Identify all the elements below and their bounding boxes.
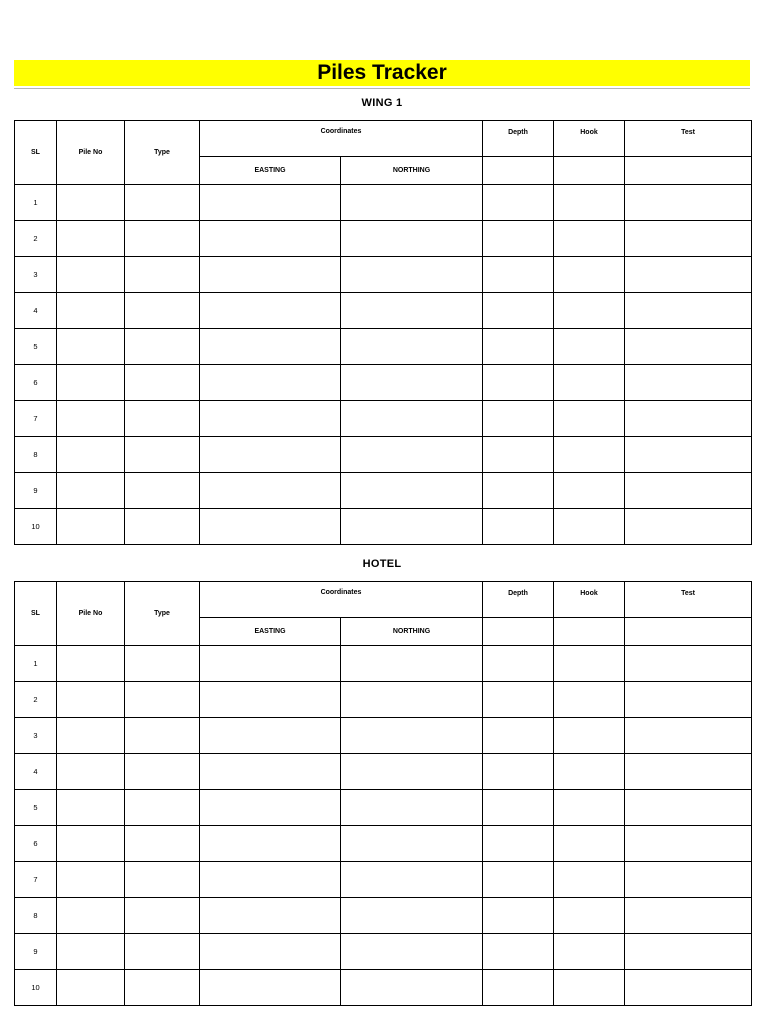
cell-type[interactable] (125, 718, 200, 754)
cell-northing[interactable] (341, 826, 483, 862)
cell-easting[interactable] (200, 646, 341, 682)
cell-depth[interactable] (483, 473, 554, 509)
cell-easting[interactable] (200, 898, 341, 934)
cell-depth[interactable] (483, 293, 554, 329)
cell-easting[interactable] (200, 221, 341, 257)
cell-depth[interactable] (483, 221, 554, 257)
row-sl-number: 5 (15, 329, 57, 365)
cell-northing[interactable] (341, 401, 483, 437)
piles-table-wing-1 (14, 120, 752, 545)
header-coordinates: Coordinates (200, 582, 483, 618)
cell-pile-no[interactable] (57, 365, 125, 401)
cell-type[interactable] (125, 437, 200, 473)
row-sl-number: 10 (15, 970, 57, 1006)
cell-depth[interactable] (483, 257, 554, 293)
row-sl-number: 7 (15, 401, 57, 437)
header-easting: EASTING (200, 157, 341, 185)
header-depth: Depth (483, 121, 554, 157)
cell-type[interactable] (125, 898, 200, 934)
table-row (15, 970, 752, 1006)
cell-hook[interactable] (554, 898, 625, 934)
table-row (15, 365, 752, 401)
cell-test[interactable] (625, 682, 752, 718)
cell-northing[interactable] (341, 437, 483, 473)
cell-pile-no[interactable] (57, 934, 125, 970)
cell-hook[interactable] (554, 473, 625, 509)
header-hook: Hook (554, 121, 625, 157)
cell-test[interactable] (625, 790, 752, 826)
cell-type[interactable] (125, 970, 200, 1006)
table-row (15, 293, 752, 329)
cell-northing[interactable] (341, 185, 483, 221)
cell-hook[interactable] (554, 682, 625, 718)
cell-hook[interactable] (554, 970, 625, 1006)
cell-pile-no[interactable] (57, 509, 125, 545)
cell-type[interactable] (125, 754, 200, 790)
row-sl-number: 10 (15, 509, 57, 545)
section-title-wing-1: WING 1 (361, 97, 403, 109)
header-pile-no: Pile No (57, 121, 125, 185)
cell-type[interactable] (125, 185, 200, 221)
cell-depth[interactable] (483, 185, 554, 221)
cell-hook[interactable] (554, 185, 625, 221)
cell-pile-no[interactable] (57, 970, 125, 1006)
cell-depth[interactable] (483, 682, 554, 718)
cell-depth[interactable] (483, 718, 554, 754)
header-hook-sub (554, 618, 625, 646)
cell-easting[interactable] (200, 682, 341, 718)
cell-depth[interactable] (483, 401, 554, 437)
header-pile-no: Pile No (57, 582, 125, 646)
cell-depth[interactable] (483, 754, 554, 790)
cell-easting[interactable] (200, 437, 341, 473)
row-sl-number: 9 (15, 934, 57, 970)
cell-type[interactable] (125, 473, 200, 509)
cell-test[interactable] (625, 970, 752, 1006)
cell-pile-no[interactable] (57, 293, 125, 329)
header-depth-sub (483, 618, 554, 646)
row-sl-number: 3 (15, 718, 57, 754)
table-row (15, 862, 752, 898)
table-row (15, 934, 752, 970)
row-sl-number: 1 (15, 646, 57, 682)
title-divider (14, 88, 750, 89)
cell-type[interactable] (125, 646, 200, 682)
row-sl-number: 3 (15, 257, 57, 293)
header-depth: Depth (483, 582, 554, 618)
cell-pile-no[interactable] (57, 437, 125, 473)
cell-pile-no[interactable] (57, 473, 125, 509)
header-northing: NORTHING (341, 618, 483, 646)
cell-easting[interactable] (200, 970, 341, 1006)
cell-hook[interactable] (554, 293, 625, 329)
cell-pile-no[interactable] (57, 401, 125, 437)
cell-test[interactable] (625, 646, 752, 682)
cell-northing[interactable] (341, 970, 483, 1006)
cell-easting[interactable] (200, 473, 341, 509)
header-sl: SL (15, 121, 57, 185)
cell-test[interactable] (625, 509, 752, 545)
header-type: Type (125, 121, 200, 185)
cell-pile-no[interactable] (57, 754, 125, 790)
table-row (15, 437, 752, 473)
cell-test[interactable] (625, 185, 752, 221)
row-sl-number: 6 (15, 365, 57, 401)
page-title: Piles Tracker (317, 61, 447, 84)
cell-type[interactable] (125, 790, 200, 826)
cell-type[interactable] (125, 257, 200, 293)
cell-type[interactable] (125, 221, 200, 257)
row-sl-number: 1 (15, 185, 57, 221)
table-row (15, 682, 752, 718)
cell-easting[interactable] (200, 826, 341, 862)
table-row (15, 790, 752, 826)
header-test: Test (625, 582, 752, 618)
row-sl-number: 5 (15, 790, 57, 826)
cell-northing[interactable] (341, 257, 483, 293)
cell-easting[interactable] (200, 790, 341, 826)
section-title-hotel: HOTEL (362, 558, 402, 570)
cell-northing[interactable] (341, 682, 483, 718)
cell-pile-no[interactable] (57, 221, 125, 257)
cell-pile-no[interactable] (57, 826, 125, 862)
header-coordinates: Coordinates (200, 121, 483, 157)
table-row (15, 257, 752, 293)
cell-northing[interactable] (341, 646, 483, 682)
cell-test[interactable] (625, 826, 752, 862)
header-hook-sub (554, 157, 625, 185)
header-test-sub (625, 157, 752, 185)
cell-easting[interactable] (200, 329, 341, 365)
table-row (15, 401, 752, 437)
cell-hook[interactable] (554, 862, 625, 898)
header-easting: EASTING (200, 618, 341, 646)
cell-test[interactable] (625, 365, 752, 401)
row-sl-number: 2 (15, 221, 57, 257)
cell-northing[interactable] (341, 898, 483, 934)
cell-hook[interactable] (554, 221, 625, 257)
cell-northing[interactable] (341, 221, 483, 257)
cell-depth[interactable] (483, 934, 554, 970)
cell-pile-no[interactable] (57, 646, 125, 682)
cell-test[interactable] (625, 718, 752, 754)
cell-pile-no[interactable] (57, 862, 125, 898)
cell-hook[interactable] (554, 790, 625, 826)
cell-test[interactable] (625, 754, 752, 790)
cell-test[interactable] (625, 437, 752, 473)
cell-depth[interactable] (483, 790, 554, 826)
header-test-sub (625, 618, 752, 646)
table-row (15, 329, 752, 365)
cell-hook[interactable] (554, 934, 625, 970)
header-northing: NORTHING (341, 157, 483, 185)
cell-test[interactable] (625, 473, 752, 509)
cell-pile-no[interactable] (57, 682, 125, 718)
table-row (15, 185, 752, 221)
cell-northing[interactable] (341, 473, 483, 509)
table-row (15, 473, 752, 509)
cell-type[interactable] (125, 401, 200, 437)
cell-easting[interactable] (200, 718, 341, 754)
cell-hook[interactable] (554, 329, 625, 365)
cell-type[interactable] (125, 862, 200, 898)
table-row (15, 754, 752, 790)
cell-northing[interactable] (341, 754, 483, 790)
cell-hook[interactable] (554, 401, 625, 437)
cell-test[interactable] (625, 221, 752, 257)
cell-pile-no[interactable] (57, 185, 125, 221)
cell-depth[interactable] (483, 437, 554, 473)
cell-type[interactable] (125, 934, 200, 970)
cell-depth[interactable] (483, 329, 554, 365)
cell-easting[interactable] (200, 257, 341, 293)
table-row (15, 646, 752, 682)
row-sl-number: 7 (15, 862, 57, 898)
cell-northing[interactable] (341, 862, 483, 898)
header-depth-sub (483, 157, 554, 185)
cell-northing[interactable] (341, 509, 483, 545)
cell-type[interactable] (125, 682, 200, 718)
cell-northing[interactable] (341, 293, 483, 329)
cell-hook[interactable] (554, 718, 625, 754)
cell-type[interactable] (125, 293, 200, 329)
cell-hook[interactable] (554, 257, 625, 293)
cell-test[interactable] (625, 293, 752, 329)
cell-pile-no[interactable] (57, 329, 125, 365)
cell-test[interactable] (625, 401, 752, 437)
header-type: Type (125, 582, 200, 646)
table-row (15, 898, 752, 934)
cell-test[interactable] (625, 257, 752, 293)
cell-pile-no[interactable] (57, 898, 125, 934)
table-row (15, 509, 752, 545)
cell-depth[interactable] (483, 826, 554, 862)
cell-type[interactable] (125, 509, 200, 545)
row-sl-number: 8 (15, 898, 57, 934)
row-sl-number: 9 (15, 473, 57, 509)
cell-easting[interactable] (200, 185, 341, 221)
cell-type[interactable] (125, 329, 200, 365)
piles-table-hotel (14, 581, 752, 1006)
row-sl-number: 4 (15, 293, 57, 329)
row-sl-number: 6 (15, 826, 57, 862)
cell-test[interactable] (625, 898, 752, 934)
header-test: Test (625, 121, 752, 157)
row-sl-number: 8 (15, 437, 57, 473)
cell-depth[interactable] (483, 970, 554, 1006)
header-hook: Hook (554, 582, 625, 618)
table-row (15, 718, 752, 754)
row-sl-number: 4 (15, 754, 57, 790)
cell-pile-no[interactable] (57, 718, 125, 754)
cell-hook[interactable] (554, 646, 625, 682)
cell-hook[interactable] (554, 826, 625, 862)
cell-hook[interactable] (554, 509, 625, 545)
table-row (15, 826, 752, 862)
cell-northing[interactable] (341, 790, 483, 826)
table-row (15, 221, 752, 257)
page-title-banner (14, 60, 750, 86)
cell-depth[interactable] (483, 646, 554, 682)
cell-hook[interactable] (554, 437, 625, 473)
cell-depth[interactable] (483, 509, 554, 545)
cell-test[interactable] (625, 862, 752, 898)
cell-easting[interactable] (200, 862, 341, 898)
cell-northing[interactable] (341, 718, 483, 754)
cell-pile-no[interactable] (57, 257, 125, 293)
cell-northing[interactable] (341, 329, 483, 365)
cell-hook[interactable] (554, 754, 625, 790)
cell-depth[interactable] (483, 862, 554, 898)
cell-type[interactable] (125, 826, 200, 862)
cell-easting[interactable] (200, 509, 341, 545)
cell-easting[interactable] (200, 934, 341, 970)
cell-easting[interactable] (200, 401, 341, 437)
cell-easting[interactable] (200, 365, 341, 401)
header-sl: SL (15, 582, 57, 646)
cell-northing[interactable] (341, 365, 483, 401)
cell-test[interactable] (625, 329, 752, 365)
row-sl-number: 2 (15, 682, 57, 718)
cell-easting[interactable] (200, 293, 341, 329)
cell-hook[interactable] (554, 365, 625, 401)
cell-type[interactable] (125, 365, 200, 401)
cell-pile-no[interactable] (57, 790, 125, 826)
cell-test[interactable] (625, 934, 752, 970)
cell-depth[interactable] (483, 898, 554, 934)
cell-northing[interactable] (341, 934, 483, 970)
cell-depth[interactable] (483, 365, 554, 401)
cell-easting[interactable] (200, 754, 341, 790)
